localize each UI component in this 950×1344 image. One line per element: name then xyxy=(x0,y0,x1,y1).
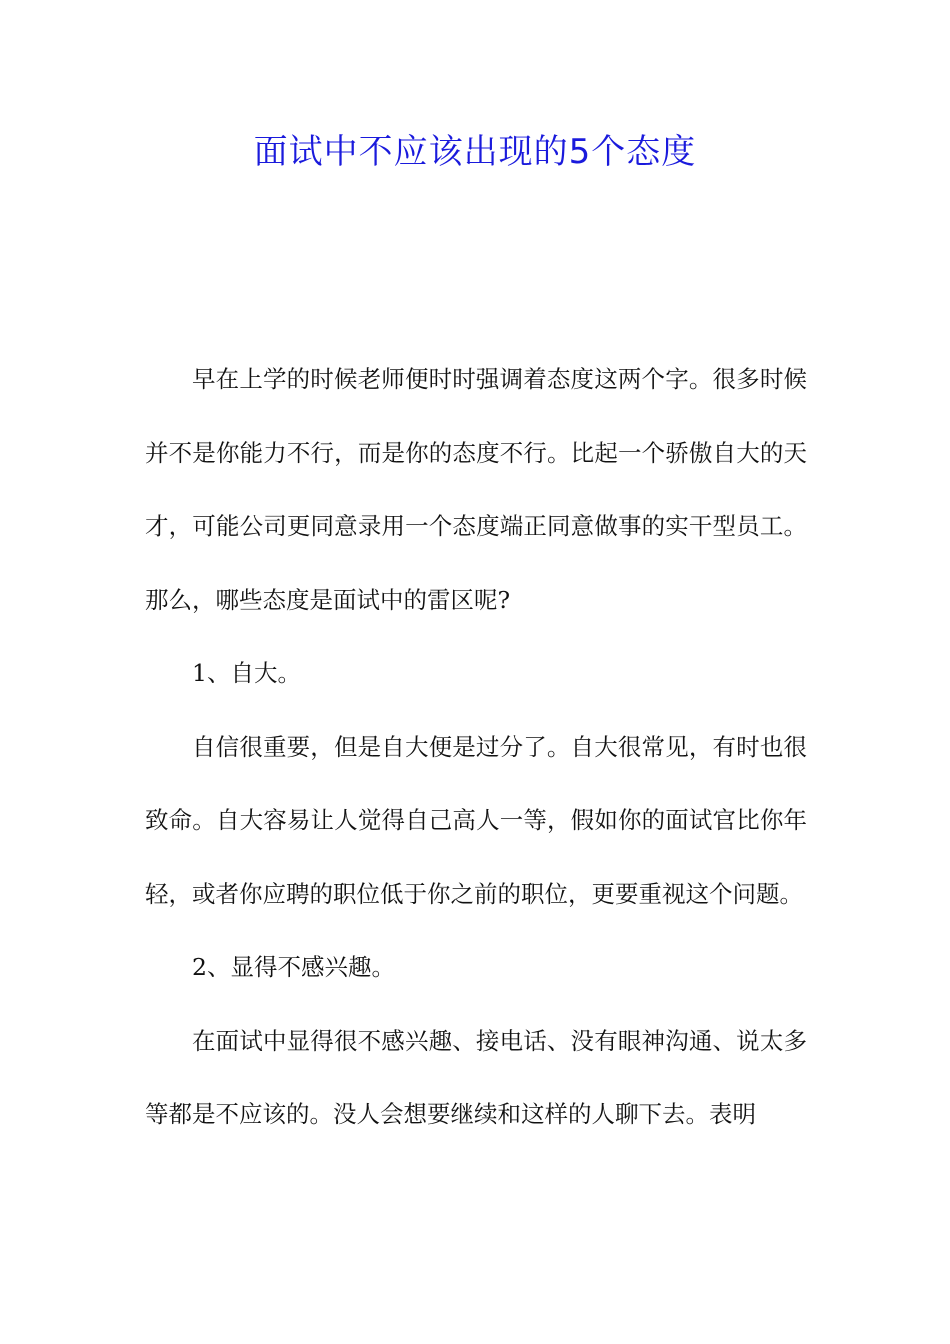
paragraph-intro: 早在上学的时候老师便时时强调着态度这两个字。很多时候并不是你能力不行，而是你的态度不行。比起一个骄傲自大的天才，可能公司更同意录用一个态度端正同意做事的实干型员工。那么，哪些态度是面试中的雷区呢? xyxy=(145,365,807,614)
document-body xyxy=(145,343,807,1152)
paragraph-section-2: 在面试中显得很不感兴趣、接电话、没有眼神沟通、说太多等都是不应该的。没人会想要继续和这样的人聊下去。表明 xyxy=(145,1026,807,1128)
section-heading-1: 1、自大。 xyxy=(192,659,301,687)
paragraph-section-1: 自信很重要，但是自大便是过分了。自大很常见，有时也很致命。自大容易让人觉得自己高人一等，假如你的面试官比你年轻，或者你应聘的职位低于你之前的职位，更要重视这个问题。 xyxy=(145,732,807,908)
section-heading-2: 2、显得不感兴趣。 xyxy=(192,953,395,981)
document-title: 面试中不应该出现的5个态度 xyxy=(253,132,697,172)
